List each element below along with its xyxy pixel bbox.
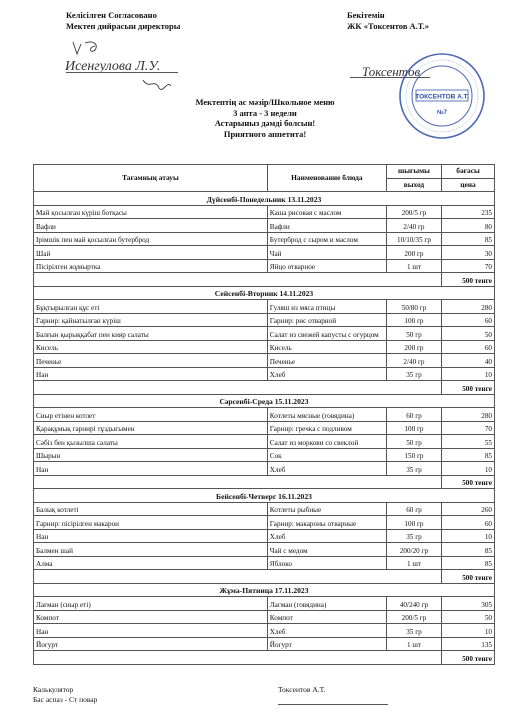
menu-title <box>150 97 380 139</box>
menu-row <box>34 556 495 570</box>
dish-price: 60 <box>442 516 495 530</box>
dish-price: 85 <box>442 556 495 570</box>
day-header-row <box>34 286 495 300</box>
dish-name-kz: Май қосылған күріш ботқасы <box>34 205 268 219</box>
day-header-row <box>34 583 495 597</box>
dish-amount: 200/20 гр <box>386 543 441 557</box>
right-signature-text: Токсентов <box>362 64 421 79</box>
menu-row <box>34 435 495 449</box>
day-total-spacer <box>34 475 442 489</box>
dish-name-kz: Балық котлеті <box>34 502 268 516</box>
menu-row <box>34 516 495 530</box>
footer-name: Токсентов А.Т. <box>278 685 326 694</box>
dish-price: 280 <box>442 408 495 422</box>
left-signature-text: Исенгулова Л.У. <box>65 59 161 74</box>
menu-row <box>34 624 495 638</box>
day-header-row <box>34 394 495 408</box>
dish-name-ru: Гарнир: рис отварной <box>267 313 386 327</box>
day-title: Сәрсенбі-Среда 15.11.2023 <box>34 394 495 408</box>
dish-name-ru: Котлеты мясные (говядина) <box>267 408 386 422</box>
dish-name-ru: Яйцо отварное <box>267 259 386 273</box>
dish-name-ru: Вафли <box>267 219 386 233</box>
dish-amount: 100 гр <box>386 421 441 435</box>
dish-price: 70 <box>442 421 495 435</box>
footer-calculator: Калькулятор <box>33 685 74 694</box>
dish-name-kz: Нан <box>34 367 268 381</box>
footer-signature-line <box>278 704 388 705</box>
dish-name-kz: Нан <box>34 624 268 638</box>
dish-name-ru: Каша рисовая с маслом <box>267 205 386 219</box>
dish-price: 85 <box>442 543 495 557</box>
dish-name-kz: Гарнир: пісірілген макарон <box>34 516 268 530</box>
dish-amount: 35 гр <box>386 624 441 638</box>
dish-name-kz: Бұқтырылған құс еті <box>34 300 268 314</box>
approval-block-right <box>347 10 429 32</box>
dish-name-ru: Гарнир: макароны отварные <box>267 516 386 530</box>
day-total: 500 тенге <box>442 381 495 395</box>
dish-price: 85 <box>442 232 495 246</box>
menu-row <box>34 340 495 354</box>
menu-table <box>33 164 495 665</box>
title-line-1: Мектептің ас мәзір/Школьное меню <box>195 97 335 107</box>
day-title: Бейсенбі-Четверг 16.11.2023 <box>34 489 495 503</box>
day-title: Сейсенбі-Вторник 14.11.2023 <box>34 286 495 300</box>
menu-row <box>34 367 495 381</box>
dish-amount: 100 гр <box>386 516 441 530</box>
day-total-spacer <box>34 651 442 665</box>
dish-price: 10 <box>442 529 495 543</box>
dish-name-ru: Компот <box>267 610 386 624</box>
dish-price: 50 <box>442 327 495 341</box>
dish-amount: 200 гр <box>386 246 441 260</box>
dish-name-ru: Хлеб <box>267 462 386 476</box>
header-price-kz: бағасы <box>442 165 495 179</box>
dish-name-ru: Хлеб <box>267 529 386 543</box>
dish-name-kz: Қарақұмық гарнирі тұздығымен <box>34 421 268 435</box>
menu-row <box>34 448 495 462</box>
day-total: 500 тенге <box>442 651 495 665</box>
dish-name-ru: Лагман (говядина) <box>267 597 386 611</box>
dish-name-kz: Печенье <box>34 354 268 368</box>
dish-amount: 50 гр <box>386 327 441 341</box>
dish-price: 10 <box>442 462 495 476</box>
dish-name-kz: Шырын <box>34 448 268 462</box>
dish-price: 305 <box>442 597 495 611</box>
menu-row <box>34 421 495 435</box>
dish-price: 55 <box>442 435 495 449</box>
dish-amount: 2/40 гр <box>386 354 441 368</box>
approval-left-title: Келісілген Согласовано <box>66 10 157 20</box>
footer-left <box>33 685 97 704</box>
dish-name-ru: Чай с медом <box>267 543 386 557</box>
day-total-row <box>34 570 495 584</box>
dish-name-kz: Кисель <box>34 340 268 354</box>
approval-left-position: Мектеп дийрасын директоры <box>66 21 181 31</box>
menu-row <box>34 354 495 368</box>
dish-name-ru: Чай <box>267 246 386 260</box>
dish-name-kz: Пісірілген жұмыртка <box>34 259 268 273</box>
dish-name-kz: Алма <box>34 556 268 570</box>
header-dish-kz: Тағамның атауы <box>34 165 268 192</box>
day-total-spacer <box>34 570 442 584</box>
day-title: Дүйсенбі-Понедельник 13.11.2023 <box>34 192 495 206</box>
day-title: Жұма-Пятница 17.11.2023 <box>34 583 495 597</box>
dish-amount: 50 гр <box>386 435 441 449</box>
header-price-ru: цена <box>442 178 495 192</box>
dish-name-kz: Гарнир: қайнатылған күріш <box>34 313 268 327</box>
day-total-row <box>34 273 495 287</box>
menu-row <box>34 259 495 273</box>
dish-name-ru: Салат из свежей капусты с огурцом <box>267 327 386 341</box>
menu-row <box>34 610 495 624</box>
dish-name-kz: Лағман (сиыр еті) <box>34 597 268 611</box>
dish-amount: 100 гр <box>386 313 441 327</box>
menu-row <box>34 637 495 651</box>
dish-name-ru: Гарнир: гречка с подливом <box>267 421 386 435</box>
title-line-3: Астарыныз дәмді болсын! <box>214 118 316 128</box>
dish-name-ru: Печенье <box>267 354 386 368</box>
title-line-2: 3 апта - 3 недели <box>233 107 297 118</box>
dish-price: 235 <box>442 205 495 219</box>
dish-name-ru: Салат из моркови со свеклой <box>267 435 386 449</box>
dish-amount: 60 гр <box>386 408 441 422</box>
dish-amount: 2/40 гр <box>386 219 441 233</box>
day-total: 500 тенге <box>442 475 495 489</box>
dish-amount: 35 гр <box>386 529 441 543</box>
header-dish-ru: Наименование блюда <box>267 165 386 192</box>
dish-amount: 200 гр <box>386 340 441 354</box>
dish-price: 50 <box>442 610 495 624</box>
approval-right-title: Бекітемін <box>347 10 385 20</box>
day-header-row <box>34 489 495 503</box>
dish-price: 80 <box>442 219 495 233</box>
dish-amount: 40/240 гр <box>386 597 441 611</box>
day-total: 500 тенге <box>442 570 495 584</box>
dish-amount: 50/80 гр <box>386 300 441 314</box>
dish-amount: 1 шт <box>386 259 441 273</box>
menu-row <box>34 205 495 219</box>
dish-name-kz: Нан <box>34 462 268 476</box>
dish-name-kz: Ірімшік пен май қосылған бутерброд <box>34 232 268 246</box>
approval-block-left <box>66 10 180 32</box>
dish-name-kz: Компот <box>34 610 268 624</box>
menu-row <box>34 462 495 476</box>
dish-price: 280 <box>442 300 495 314</box>
dish-amount: 200/5 гр <box>386 205 441 219</box>
dish-price: 60 <box>442 340 495 354</box>
day-header-row <box>34 192 495 206</box>
left-signature-line <box>66 72 178 73</box>
dish-name-kz: Балғын қырыққабат пен кияр салаты <box>34 327 268 341</box>
stamp-number: №7 <box>436 110 448 116</box>
menu-row <box>34 246 495 260</box>
dish-name-ru: Яблоко <box>267 556 386 570</box>
day-total-row <box>34 381 495 395</box>
day-total-spacer <box>34 381 442 395</box>
dish-amount: 200/5 гр <box>386 610 441 624</box>
dish-price: 40 <box>442 354 495 368</box>
menu-row <box>34 502 495 516</box>
dish-name-kz: Сиыр етінен котлет <box>34 408 268 422</box>
header-yield-kz: шығымы <box>386 165 441 179</box>
menu-row <box>34 543 495 557</box>
menu-row <box>34 597 495 611</box>
dish-name-kz: Шай <box>34 246 268 260</box>
header-yield-ru: выход <box>386 178 441 192</box>
dish-name-ru: Кисель <box>267 340 386 354</box>
dish-name-kz: Нан <box>34 529 268 543</box>
dish-price: 10 <box>442 624 495 638</box>
day-total-row <box>34 475 495 489</box>
menu-row <box>34 327 495 341</box>
day-total-spacer <box>34 273 442 287</box>
menu-row <box>34 300 495 314</box>
company-stamp <box>398 52 486 140</box>
dish-price: 10 <box>442 367 495 381</box>
dish-price: 70 <box>442 259 495 273</box>
left-signature-image <box>55 34 205 104</box>
dish-name-kz: Йогурт <box>34 637 268 651</box>
dish-price: 135 <box>442 637 495 651</box>
dish-amount: 1 шт <box>386 556 441 570</box>
dish-amount: 150 гр <box>386 448 441 462</box>
dish-price: 60 <box>442 313 495 327</box>
dish-price: 260 <box>442 502 495 516</box>
dish-price: 85 <box>442 448 495 462</box>
dish-name-ru: Хлеб <box>267 624 386 638</box>
footer-right <box>278 685 325 695</box>
dish-name-ru: Гуляш из мяса птицы <box>267 300 386 314</box>
title-line-4: Приятного аппетита! <box>223 128 307 139</box>
menu-row <box>34 219 495 233</box>
day-total: 500 тенге <box>442 273 495 287</box>
menu-row <box>34 313 495 327</box>
dish-name-ru: Йогурт <box>267 637 386 651</box>
dish-amount: 10/10/35 гр <box>386 232 441 246</box>
day-total-row <box>34 651 495 665</box>
dish-name-ru: Котлеты рыбные <box>267 502 386 516</box>
dish-price: 30 <box>442 246 495 260</box>
menu-row <box>34 232 495 246</box>
footer-chef: Бас аспаз - Ст повар <box>33 694 98 704</box>
menu-table-body <box>34 192 495 665</box>
stamp-name: ТОКСЕНТОВ А.Т. <box>415 93 469 101</box>
dish-amount: 1 шт <box>386 637 441 651</box>
menu-row <box>34 529 495 543</box>
dish-amount: 35 гр <box>386 367 441 381</box>
dish-name-ru: Сок <box>267 448 386 462</box>
approval-right-company: ЖК «Токсентов А.Т.» <box>347 21 429 31</box>
dish-name-kz: Сәбіз бен қызылша салаты <box>34 435 268 449</box>
dish-name-kz: Вафли <box>34 219 268 233</box>
dish-amount: 35 гр <box>386 462 441 476</box>
menu-row <box>34 408 495 422</box>
dish-name-ru: Бутерброд с сыром и маслом <box>267 232 386 246</box>
dish-amount: 60 гр <box>386 502 441 516</box>
dish-name-kz: Балмен шай <box>34 543 268 557</box>
dish-name-ru: Хлеб <box>267 367 386 381</box>
